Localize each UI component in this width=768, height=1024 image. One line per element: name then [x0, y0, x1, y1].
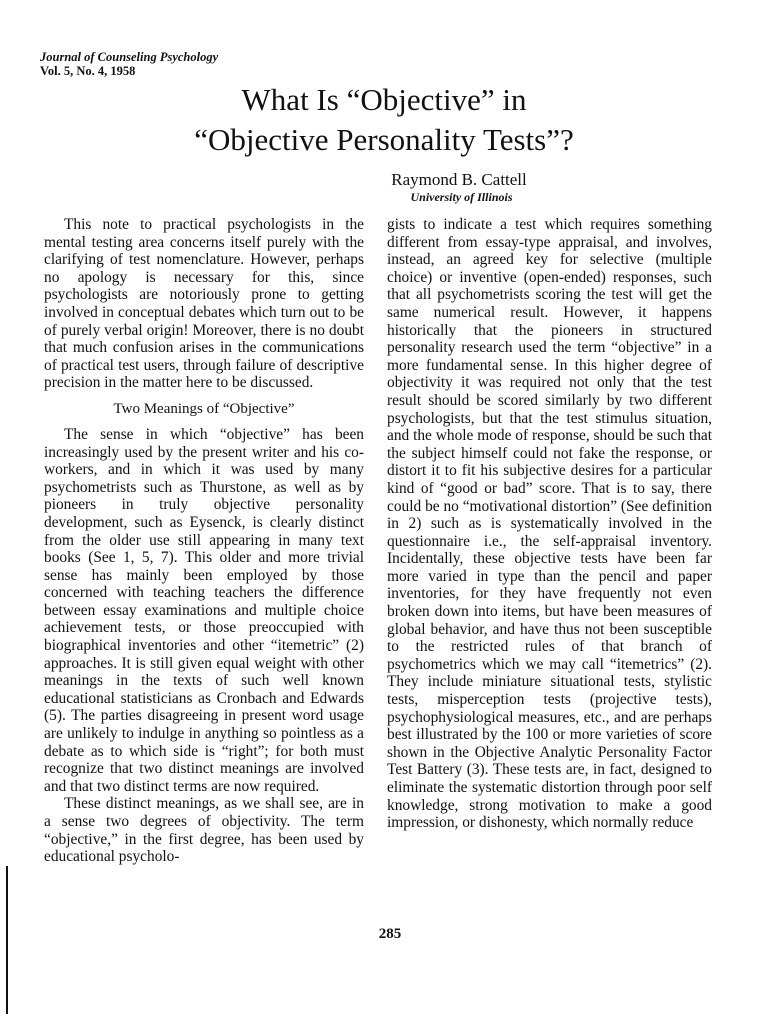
volume-line: Vol. 5, No. 4, 1958 [40, 64, 136, 78]
journal-name: Journal of Counseling Psychology [40, 50, 219, 64]
affiliation-text: University of Illinois [410, 190, 513, 204]
title-line-1: What Is “Objective” in [241, 82, 527, 117]
journal-citation [40, 50, 218, 78]
right-column [387, 216, 712, 832]
intro-paragraph: This note to practical psychologists in the mental testing area concerns itself purely with the clarifying of test nomenclature. However, perhaps no apology is necessary for this, since psychologists are notoriously prone to getting involved in conceptual debates which turn out to be of purely verbal origin! Moreover, there is no doubt that much confusion arises in the communications of practical test users, through failure of descriptive precision in the matter here to be discussed. [44, 216, 364, 392]
page-number [0, 926, 768, 943]
margin-scan-line [6, 866, 8, 1014]
author-text: Raymond B. Cattell [391, 170, 527, 189]
author-name [0, 170, 768, 190]
page-number-text: 285 [378, 926, 402, 942]
section-heading: Two Meanings of “Objective” [113, 400, 295, 417]
author-affiliation [0, 190, 768, 205]
title-line-2: “Objective Personality Tests”? [194, 122, 574, 157]
left-column [44, 216, 364, 866]
article-title [0, 80, 768, 160]
body-paragraph-3: These distinct meanings, as we shall see, are in a sense two degrees of objectivity. The term “objective,” in the first degree, has been used by educational psycholo- [44, 795, 364, 866]
body-paragraph-2: The sense in which “objective” has been increasingly used by the present writer and his co-workers, and in which it was used by many psychometrists such as Thurstone, as well as by pioneers in truly objective personality development, such as Eysenck, is clearly distinct from the older use still appearing in many text books (See 1, 5, 7). This older and more trivial sense has mainly been employed by those concerned with teaching teachers the difference between essay examinations and multiple choice achievement tests, or those preoccupied with biographical inventories and other “itemetric” (2) approaches. It is still given equal weight with other meanings in the texts of such well known educational statisticians as Cronbach and Edwards (5). The parties disagreeing in present word usage are unlikely to indulge in anything so pointless as a debate as to which side is “right”; for both must recognize that two distinct meanings are involved and that two distinct terms are now required. [44, 425, 364, 795]
continued-paragraph: gists to indicate a test which requires something different from essay-type appraisal, and involves, instead, an agreed key for selective (multiple choice) or inventive (open-ended) responses, such that all psychometrists scoring the test will get the same numerical result. However, it happens historically that the pioneers in structured personality research used the term “objective” in a more fundamental sense. In this higher degree of objectivity it was required not only that the test result should be scored similarly by two different psychologists, but that the test stimulus situation, and the whole mode of response, should be such that the subject himself could not fake the response, or distort it to fit his subjective desires for a particular kind of “good or bad” score. That is to say, there could be no “motivational distortion” (See definition in 2) such as is systematically involved in the questionnaire i.e., the self-appraisal inventory. Incidentally, these objective tests have been far more varied in type than the pencil and paper inventories, for they have frequently not even broken down into items, but have been measures of global behavior, and have thus not been susceptible to the restricted rules of that branch of psychometrics which we may call “itemetrics” (2). They include miniature situational tests, stylistic tests, misperception tests (projective tests), psychophysiological measures, etc., and are perhaps best illustrated by the 100 or more varieties of score shown in the Objective Analytic Personality Factor Test Battery (3). These tests are, in fact, designed to eliminate the systematic distortion through poor self knowledge, strong motivation to make a good impression, or dishonesty, which normally reduce [387, 216, 712, 832]
